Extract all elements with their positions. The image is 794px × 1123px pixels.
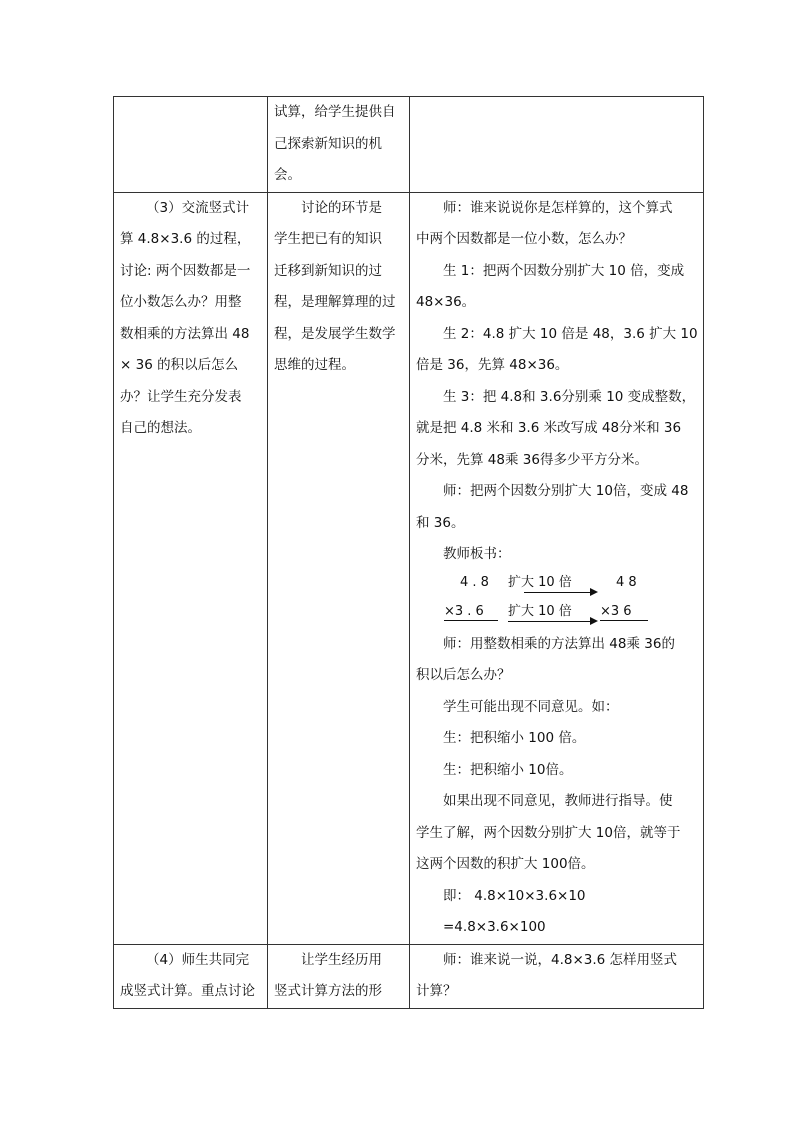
process-cell (410, 944, 704, 1008)
table-row (114, 192, 704, 944)
text-line: 师：把两个因数分别扩大 10倍，变成 48 (443, 483, 689, 499)
text-line: 位小数怎么办？用整 (120, 294, 242, 310)
table-row (114, 97, 704, 193)
activity-cell (114, 97, 268, 193)
text-line: 试算，给学生提供自 (274, 104, 396, 120)
text-line: 学生了解，两个因数分别扩大 10倍，就等于 (416, 824, 681, 841)
text-line: 中两个因数都是一位小数，怎么办？ (416, 231, 632, 247)
lesson-plan-table (113, 96, 704, 1009)
text-line: 积以后怎么办？ (416, 667, 511, 683)
board-factor-4.8: 4 . 8 (460, 574, 489, 590)
text-line: 竖式计算方法的形 (274, 983, 382, 999)
text-line: 分米，先算 48乘 36得多少平方分米。 (416, 451, 648, 468)
text-line: 倍是 36，先算 48×36。 (416, 357, 569, 373)
text-line: 生：把积缩小 100 倍。 (443, 730, 586, 746)
text-line: 这两个因数的积扩大 100倍。 (416, 856, 595, 872)
text-line: 如果出现不同意见，教师进行指导。使 (443, 793, 673, 809)
arrow-icon (524, 592, 596, 593)
text-line: 迁移到新知识的过 (274, 262, 382, 279)
text-line: 办？让学生充分发表 (120, 388, 242, 405)
text-line: 师：用整数相乘的方法算出 48乘 36的 (443, 635, 675, 652)
text-line: =4.8×3.6×100 (443, 919, 546, 935)
board-scale-label: 扩大 10 倍 (508, 574, 572, 590)
text-line: 让学生经历用 (301, 951, 382, 968)
text-line: 就是把 4.8 米和 3.6 米改写成 48分米和 36 (416, 420, 682, 436)
text-line: 讨论: 两个因数都是一 (120, 262, 251, 279)
process-cell (410, 97, 704, 193)
underline (600, 620, 648, 621)
board-factor-36: ×3 6 (600, 603, 632, 619)
activity-cell (114, 192, 268, 944)
text-line: 学生可能出现不同意见。如： (443, 698, 619, 715)
text-line: 计算？ (416, 983, 457, 999)
text-line: 即： 4.8×10×3.6×10 (443, 887, 586, 904)
intent-cell (268, 97, 410, 193)
text-line: 师：谁来说一说，4.8×3.6 怎样用竖式 (443, 951, 678, 968)
text-line: 数相乘的方法算出 48 (120, 325, 250, 342)
intent-cell (268, 192, 410, 944)
text-line: 成竖式计算。重点讨论 (120, 983, 255, 999)
text-line: 48×36。 (416, 294, 476, 310)
process-cell (410, 192, 704, 944)
text-line: 生：把积缩小 10倍。 (443, 761, 573, 778)
text-line: 己探索新知识的机 (274, 135, 382, 152)
text-line: × 36 的积以后怎么 (120, 357, 239, 373)
board-writing (416, 571, 697, 629)
table-row (114, 944, 704, 1008)
text-line: 自己的想法。 (120, 420, 201, 436)
text-line: 生 2：4.8 扩大 10 倍是 48，3.6 扩大 10 (443, 325, 698, 342)
text-line: 生 3：把 4.8和 3.6分别乘 10 变成整数， (443, 388, 696, 405)
underline (444, 620, 498, 621)
text-line: 和 36。 (416, 514, 465, 531)
text-line: 会。 (274, 167, 301, 183)
text-line: 师：谁来说说你是怎样算的，这个算式 (443, 199, 673, 216)
activity-cell (114, 944, 268, 1008)
intent-cell (268, 944, 410, 1008)
text-line: 思维的过程。 (274, 357, 355, 373)
board-factor-3.6: ×3 . 6 (444, 603, 484, 619)
board-factor-48: 4 8 (616, 574, 637, 590)
text-line: 讨论的环节是 (301, 199, 382, 216)
text-line: 算 4.8×3.6 的过程， (120, 231, 251, 247)
text-line: 教师板书： (443, 546, 511, 562)
text-line: 生 1：把两个因数分别扩大 10 倍，变成 (443, 262, 685, 279)
text-line: 学生把已有的知识 (274, 231, 382, 247)
board-scale-label: 扩大 10 倍 (508, 603, 572, 619)
text-line: （3）交流竖式计 (146, 199, 250, 216)
arrow-icon (508, 621, 596, 622)
text-line: 程，是理解算理的过 (274, 294, 396, 310)
text-line: （4）师生共同完 (146, 951, 250, 968)
text-line: 程，是发展学生数学 (274, 325, 396, 342)
